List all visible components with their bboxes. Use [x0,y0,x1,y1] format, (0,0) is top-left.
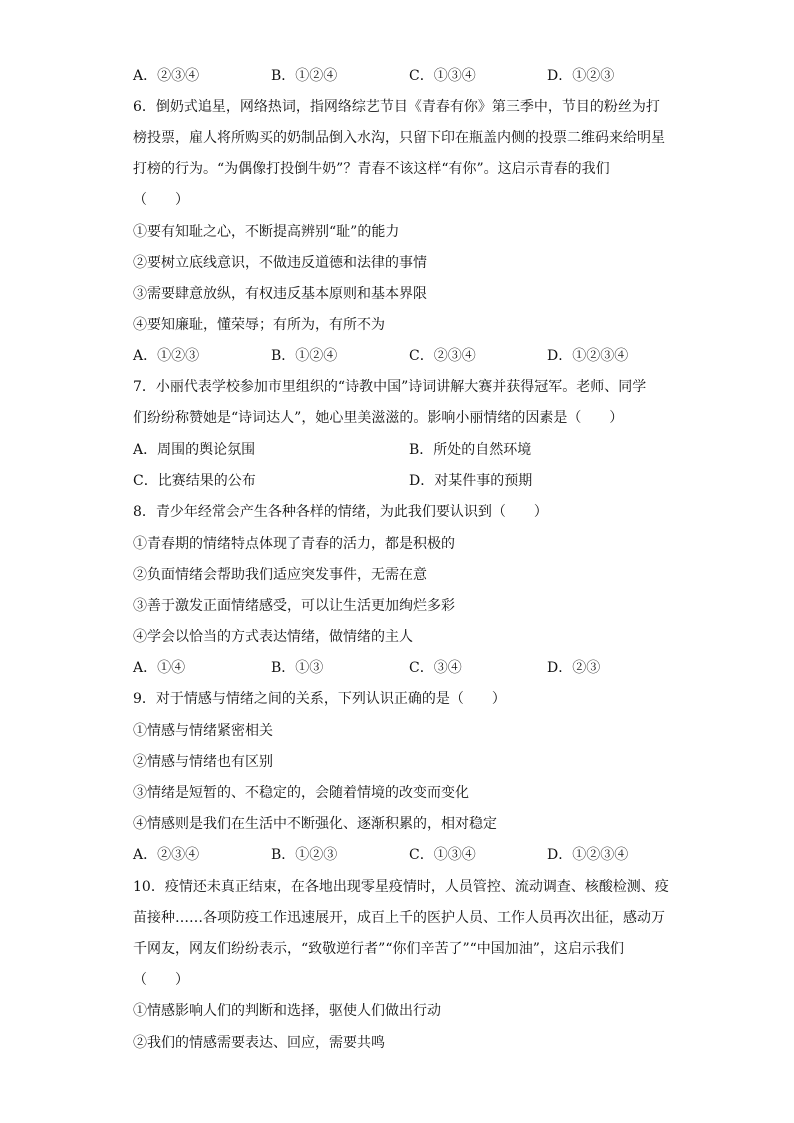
q10-item-2: ②我们的情感需要表达、回应，需要共鸣 [133,1035,385,1051]
q8-option-a[interactable]: A．①④ [133,660,186,676]
q7-option-a[interactable]: A．周围的舆论氛围 [133,442,256,458]
q6-option-a[interactable]: A．①②③ [133,348,200,364]
q10-answer-blank: （ ） [133,972,189,988]
q5-option-d[interactable]: D．①②③ [547,68,615,84]
q6-option-b[interactable]: B．①②④ [271,348,338,364]
q8-item-2: ②负面情绪会帮助我们适应突发事件，无需在意 [133,567,427,583]
q10-stem-line-3: 千网友，网友们纷纷表示，“致敬逆行者”“你们辛苦了”“中国加油”，这启示我们 [133,941,624,957]
q9-item-3: ③情绪是短暂的、不稳定的，会随着情境的改变而变化 [133,785,469,801]
q6-item-2: ②要树立底线意识，不做违反道德和法律的事情 [133,255,427,271]
q6-stem-line-2: 榜投票，雇人将所购买的奶制品倒入水沟，只留下印在瓶盖内侧的投票二维码来给明星 [133,130,665,146]
q6-option-d[interactable]: D．①②③④ [547,348,629,364]
q6-item-3: ③需要肆意放纵，有权违反基本原则和基本界限 [133,286,427,302]
q10-item-1: ①情感影响人们的判断和选择，驱使人们做出行动 [133,1003,441,1019]
q7-stem-line-1: 7．小丽代表学校参加市里组织的“诗教中国”诗词讲解大赛并获得冠军。老师、同学 [133,379,647,395]
q6-stem-line-1: 6．倒奶式追星，网络热词，指网络综艺节目《青春有你》第三季中，节目的粉丝为打 [133,99,660,115]
q9-option-a[interactable]: A．②③④ [133,847,200,863]
q8-option-c[interactable]: C．③④ [409,660,462,676]
q9-stem-line-1: 9．对于情感与情绪之间的关系，下列认识正确的是（ ） [133,691,506,707]
q6-stem-line-3: 打榜的行为。“为偶像打投倒牛奶”？青春不该这样“有你”。这启示青春的我们 [133,161,610,177]
q7-option-c[interactable]: C．比赛结果的公布 [133,473,256,489]
q7-option-b[interactable]: B．所处的自然环境 [409,442,532,458]
q9-option-c[interactable]: C．①③④ [409,847,476,863]
q8-item-3: ③善于激发正面情绪感受，可以让生活更加绚烂多彩 [133,598,455,614]
q9-option-d[interactable]: D．①②③④ [547,847,629,863]
q8-option-d[interactable]: D．②③ [547,660,601,676]
q5-option-a[interactable]: A．②③④ [133,68,200,84]
q9-option-b[interactable]: B．①②③ [271,847,338,863]
q10-stem-line-2: 苗接种……各项防疫工作迅速展开，成百上千的医护人员、工作人员再次出征，感动万 [133,910,665,926]
q9-item-2: ②情感与情绪也有区别 [133,754,273,770]
q9-item-1: ①情感与情绪紧密相关 [133,723,273,739]
q6-item-4: ④要知廉耻，懂荣辱；有所为，有所不为 [133,317,385,333]
q5-option-c[interactable]: C．①③④ [409,68,476,84]
q8-item-1: ①青春期的情绪特点体现了青春的活力，都是积极的 [133,536,455,552]
q6-item-1: ①要有知耻之心，不断提高辨别“耻”的能力 [133,224,400,240]
q9-item-4: ④情感则是我们在生活中不断强化、逐渐积累的，相对稳定 [133,816,497,832]
q7-stem-line-2: 们纷纷称赞她是“诗词达人”，她心里美滋滋的。影响小丽情绪的因素是（ ） [133,410,624,426]
q5-option-b[interactable]: B．①②④ [271,68,338,84]
q8-stem-line-1: 8．青少年经常会产生各种各样的情绪，为此我们要认识到（ ） [133,504,548,520]
q8-option-b[interactable]: B．①③ [271,660,324,676]
q6-answer-blank: （ ） [133,192,189,208]
q6-option-c[interactable]: C．②③④ [409,348,476,364]
q8-item-4: ④学会以恰当的方式表达情绪，做情绪的主人 [133,629,413,645]
q10-stem-line-1: 10．疫情还未真正结束，在各地出现零星疫情时，人员管控、流动调查、核酸检测、疫 [133,879,669,895]
q7-option-d[interactable]: D．对某件事的预期 [409,473,533,489]
